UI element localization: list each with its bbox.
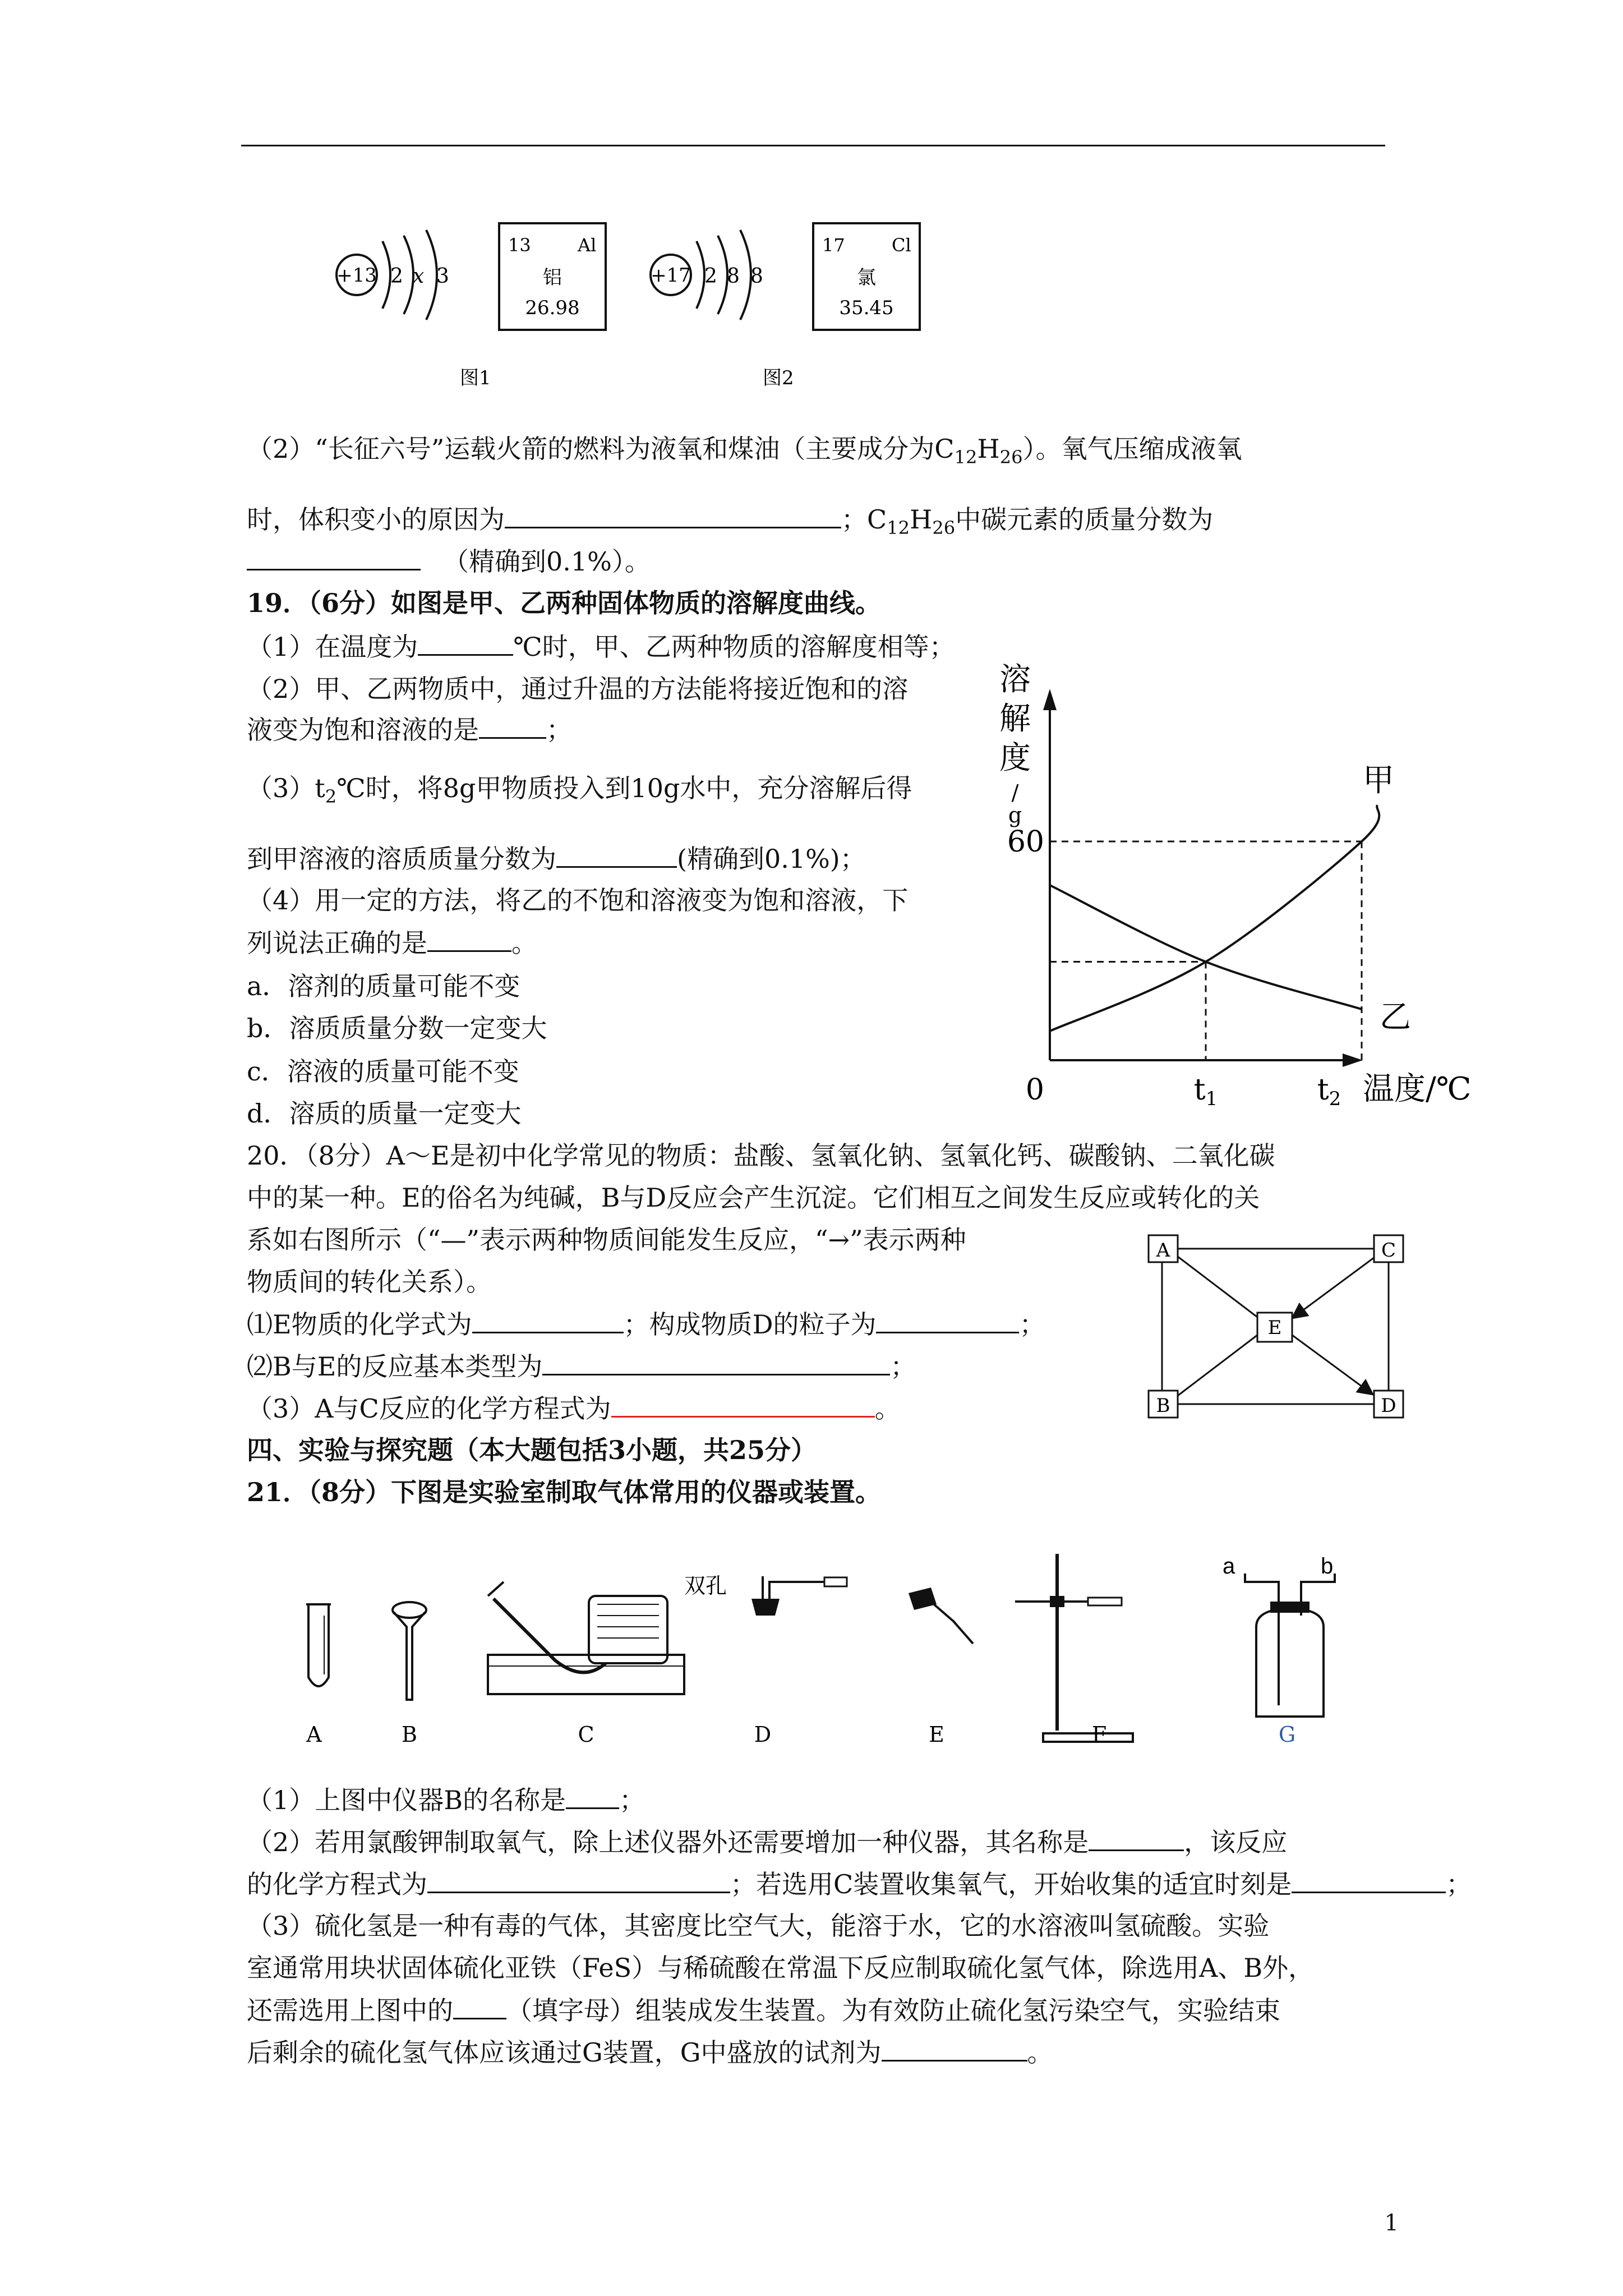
- q20-line1: 20．（8分）A～E是初中化学常见的物质：盐酸、氢氧化钠、氢氧化钙、碳酸钠、二氧化碳: [247, 1140, 1275, 1171]
- cl-name: 氯: [857, 266, 876, 289]
- answer-blank-apparatus-letter[interactable]: [453, 1993, 506, 2019]
- q19-part2a: （2）甲、乙两物质中，通过升温的方法能将接近饱和的溶: [247, 674, 909, 704]
- node-b: B: [1156, 1395, 1170, 1417]
- y-axis-label-char: 度: [999, 740, 1031, 776]
- x-axis-arrow: [1343, 1053, 1363, 1067]
- cl-shell-1: 2: [704, 265, 717, 288]
- solubility-chart: [993, 656, 1497, 1116]
- label-f: F: [1091, 1722, 1107, 1747]
- q21-part3c: 还需选用上图中的 （填字母）组装成发生装置。为有效防止硫化氢污染空气，实验结束: [247, 1993, 1280, 2027]
- edge-b-e: [1178, 1335, 1257, 1396]
- answer-blank-equation-ac[interactable]: [611, 1391, 875, 1418]
- edge-e-d: [1292, 1335, 1373, 1395]
- answer-blank-kclo3-equation[interactable]: [427, 1867, 730, 1893]
- q21-part2a: （2）若用氯酸钾制取氧气，除上述仪器外还需要增加一种仪器，其名称是 ，该反应: [247, 1825, 1287, 1859]
- node-d: D: [1381, 1395, 1396, 1417]
- q19-part3a: $(3)t_2℃$时，将8g甲物质投入到10g水中，充分溶解后得: [247, 773, 912, 808]
- cl-number: 17: [822, 234, 845, 256]
- cl-element-card: [813, 223, 920, 330]
- q20-part3: （3）A与C反应的化学方程式为 。: [247, 1391, 901, 1425]
- figure-1-caption: 图1: [460, 367, 491, 389]
- q19-option-c: c．溶液的质量可能不变: [247, 1056, 519, 1087]
- cl-mass: 35.45: [839, 297, 894, 319]
- cl-atom-structure: [651, 230, 763, 320]
- cl-shell-2: 8: [727, 265, 740, 288]
- q21-part1: （1）上图中仪器B的名称是 ；: [247, 1783, 645, 1817]
- header-rule: [241, 145, 1385, 146]
- q19-part1: （1）在温度为 ℃时，甲、乙两种物质的溶解度相等；: [247, 629, 955, 664]
- edge-a-e: [1178, 1257, 1257, 1317]
- q18-2-line3: （精确到0.1%）。: [247, 544, 651, 578]
- q19-title: 19．（6分）如图是甲、乙两种固体物质的溶解度曲线。: [247, 588, 882, 618]
- q21-part3a: （3）硫化氢是一种有毒的气体，其密度比空气大，能溶于水，它的水溶液叫氢硫酸。实验: [247, 1911, 1270, 1941]
- label-a: A: [306, 1722, 322, 1747]
- q21-part3d: 后剩余的硫化氢气体应该通过G装置，G中盛放的试剂为 。: [247, 2035, 1053, 2069]
- q18-2-line1: （2）“长征六号”运载火箭的燃料为液氧和煤油（主要成分为$C_{12}H_{26}$）。氧气压缩成液氧: [247, 434, 1242, 468]
- apparatus-figure: [292, 1548, 1357, 1761]
- figure-atoms: [314, 213, 965, 404]
- answer-blank-collect-time[interactable]: [1292, 1867, 1446, 1893]
- answer-blank-equal-temp[interactable]: [418, 629, 513, 656]
- q21-part3b: 室通常用块状固体硫化亚铁（FeS）与稀硫酸在常温下反应制取硫化氢气体，除选用A、B外，: [247, 1953, 1315, 1983]
- q19-part2b: 液变为饱和溶液的是 ；: [247, 712, 572, 747]
- al-nucleus: +13: [336, 264, 377, 287]
- cl-shell-3: 8: [750, 265, 763, 288]
- al-mass: 26.98: [525, 297, 580, 319]
- answer-blank-e-formula[interactable]: [472, 1307, 624, 1333]
- edge-c-e: [1292, 1258, 1374, 1318]
- q20-line3: 系如右图所示（“—”表示两种物质间能发生反应，“→”表示两种: [247, 1225, 966, 1255]
- q19-part3b: 到甲溶液的溶质质量分数为 (精确到0.1%)；: [247, 841, 866, 876]
- q18-2-line2: 时，体积变小的原因为 ；$C_{12}H_{26}$中碳元素的质量分数为: [247, 502, 1213, 545]
- y-axis-arrow: [1043, 689, 1057, 710]
- answer-blank-g-reagent[interactable]: [882, 2035, 1027, 2062]
- answer-blank-instrument-b[interactable]: [566, 1783, 619, 1809]
- label-e: E: [929, 1722, 944, 1747]
- iron-stand-icon: [1015, 1554, 1133, 1742]
- origin-label: 0: [1025, 1073, 1044, 1107]
- shuangkong-label: 双孔: [684, 1575, 727, 1598]
- guide-lines: [1050, 841, 1362, 1060]
- answer-blank-correct-option[interactable]: [427, 926, 511, 952]
- q21-part2b: 的化学方程式为 ；若选用C装置收集氧气，开始收集的适宜时刻是 ；: [247, 1867, 1472, 1901]
- x-tick-t1: t1: [1193, 1073, 1218, 1110]
- g-port-b: b: [1321, 1554, 1334, 1579]
- series-jia-curve: [1050, 805, 1379, 1031]
- long-neck-funnel-icon: [393, 1602, 426, 1700]
- answer-blank-extra-instrument[interactable]: [1089, 1825, 1184, 1851]
- label-b: B: [402, 1722, 417, 1747]
- water-trough-icon: [488, 1582, 684, 1694]
- q19-part4b: 列说法正确的是 。: [247, 926, 537, 960]
- answer-blank-heat-saturate[interactable]: [479, 712, 546, 739]
- answer-blank-mass-fraction[interactable]: [556, 841, 677, 868]
- label-c: C: [578, 1722, 594, 1747]
- al-atom-structure: [336, 230, 449, 320]
- answer-blank-carbon-fraction[interactable]: [247, 544, 421, 570]
- label-g: G: [1278, 1722, 1296, 1747]
- y-axis-label-char: /: [1011, 780, 1019, 805]
- al-shell-1: 2: [390, 265, 403, 288]
- q20-part2: ⑵B与E的反应基本类型为 ；: [247, 1349, 916, 1383]
- section-4-heading: 四、实验与探究题（本大题包括3小题，共25分）: [247, 1435, 817, 1465]
- single-hole-stopper-icon: [909, 1588, 973, 1644]
- double-hole-stopper-icon: [684, 1575, 847, 1616]
- q20-part1: ⑴E物质的化学式为 ；构成物质D的粒子为 ；: [247, 1307, 1045, 1341]
- figure-2-caption: 图2: [763, 367, 794, 389]
- x-tick-t2: t2: [1317, 1073, 1341, 1110]
- answer-blank-reaction-type[interactable]: [542, 1349, 890, 1375]
- al-number: 13: [508, 234, 531, 256]
- node-c: C: [1381, 1239, 1396, 1262]
- y-tick-60: 60: [1007, 825, 1044, 859]
- series-jia-label: 甲: [1363, 762, 1394, 799]
- y-axis-label: [999, 661, 1031, 827]
- q19-part4a: （4）用一定的方法，将乙的不饱和溶液变为饱和溶液，下: [247, 885, 909, 915]
- q20-line2: 中的某一种。E的俗名为纯碱，B与D反应会产生沉淀。它们相互之间发生反应或转化的关: [247, 1182, 1260, 1213]
- series-yi-label: 乙: [1380, 999, 1411, 1036]
- q19-option-d: d．溶质的质量一定变大: [247, 1098, 522, 1129]
- al-name: 铝: [543, 266, 562, 289]
- y-axis-label-char: g: [1008, 803, 1022, 827]
- al-element-card: [499, 223, 606, 330]
- x-axis-label: 温度/℃: [1363, 1071, 1472, 1107]
- answer-blank-d-particle[interactable]: [876, 1307, 1019, 1333]
- cl-nucleus: +17: [651, 264, 691, 287]
- gas-washing-bottle-icon: [1223, 1554, 1335, 1717]
- test-tube-icon: [306, 1604, 331, 1686]
- y-axis-label-char: 解: [999, 701, 1031, 737]
- node-a: A: [1156, 1239, 1170, 1262]
- relation-diagram: [1138, 1223, 1419, 1425]
- q21-title: 21．（8分）下图是实验室制取气体常用的仪器或装置。: [247, 1477, 882, 1507]
- al-shell-2: x: [413, 265, 425, 288]
- al-symbol: Al: [578, 234, 597, 256]
- answer-blank-volume-reason[interactable]: [505, 502, 841, 528]
- q19-option-a: a．溶剂的质量可能不变: [247, 971, 520, 1001]
- q20-line4: 物质间的转化关系）。: [247, 1267, 492, 1297]
- cl-symbol: Cl: [892, 234, 911, 256]
- label-d: D: [754, 1722, 772, 1747]
- q19-option-b: b．溶质质量分数一定变大: [247, 1013, 547, 1043]
- y-axis-label-char: 溶: [999, 661, 1031, 698]
- node-e: E: [1267, 1317, 1282, 1339]
- page-number: 1: [1384, 2210, 1399, 2236]
- g-port-a: a: [1223, 1554, 1235, 1579]
- al-shell-3: 3: [436, 265, 449, 288]
